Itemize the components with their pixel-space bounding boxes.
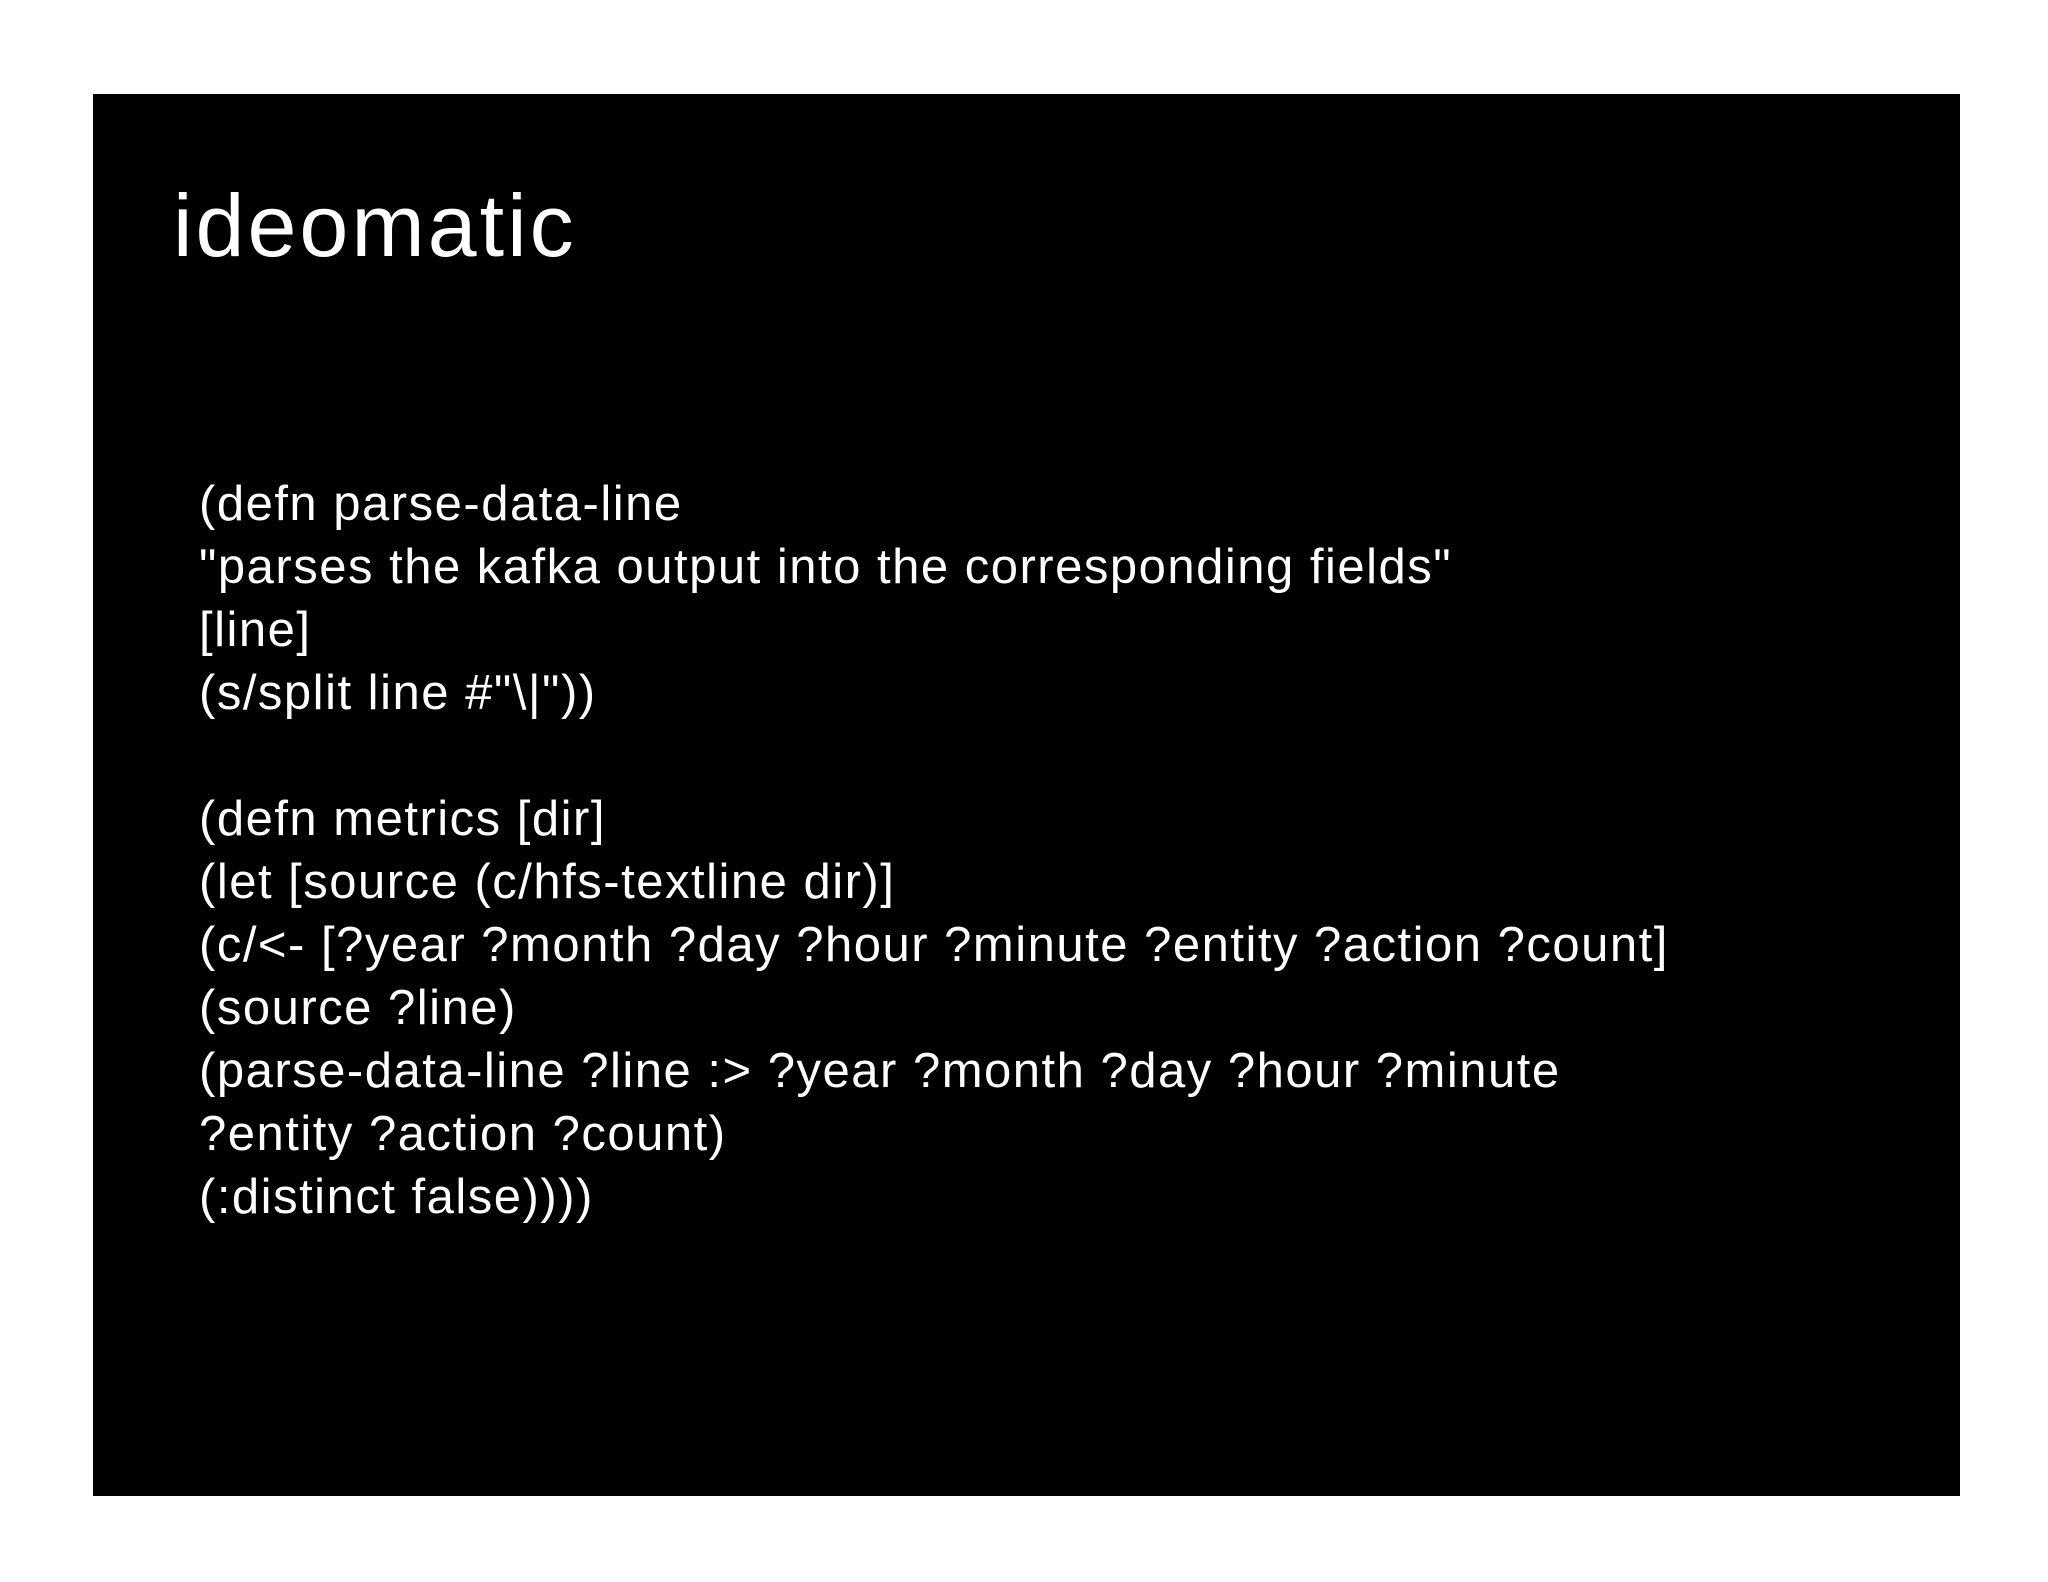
code-line: (c/<- [?year ?month ?day ?hour ?minute ?entity ?action ?count] xyxy=(199,918,1669,972)
slide xyxy=(93,94,1960,1496)
code-line: (s/split line #"\|")) xyxy=(199,666,597,720)
code-line: [line] xyxy=(199,603,312,657)
slide-title: ideomatic xyxy=(173,176,577,275)
code-line: (source ?line) xyxy=(199,981,517,1035)
code-line: (let [source (c/hfs-textline dir)] xyxy=(199,855,896,909)
code-line: ?entity ?action ?count) xyxy=(199,1107,727,1161)
code-line: (:distinct false)))) xyxy=(199,1170,594,1224)
code-line: (defn metrics [dir] xyxy=(199,792,606,846)
code-line: "parses the kafka output into the corresponding fields" xyxy=(199,540,1453,594)
code-line: (defn parse-data-line xyxy=(199,477,683,531)
code-blank-line xyxy=(199,725,1669,788)
code-line: (parse-data-line ?line :> ?year ?month ?day ?hour ?minute xyxy=(199,1044,1561,1098)
code-block xyxy=(199,473,1669,1229)
